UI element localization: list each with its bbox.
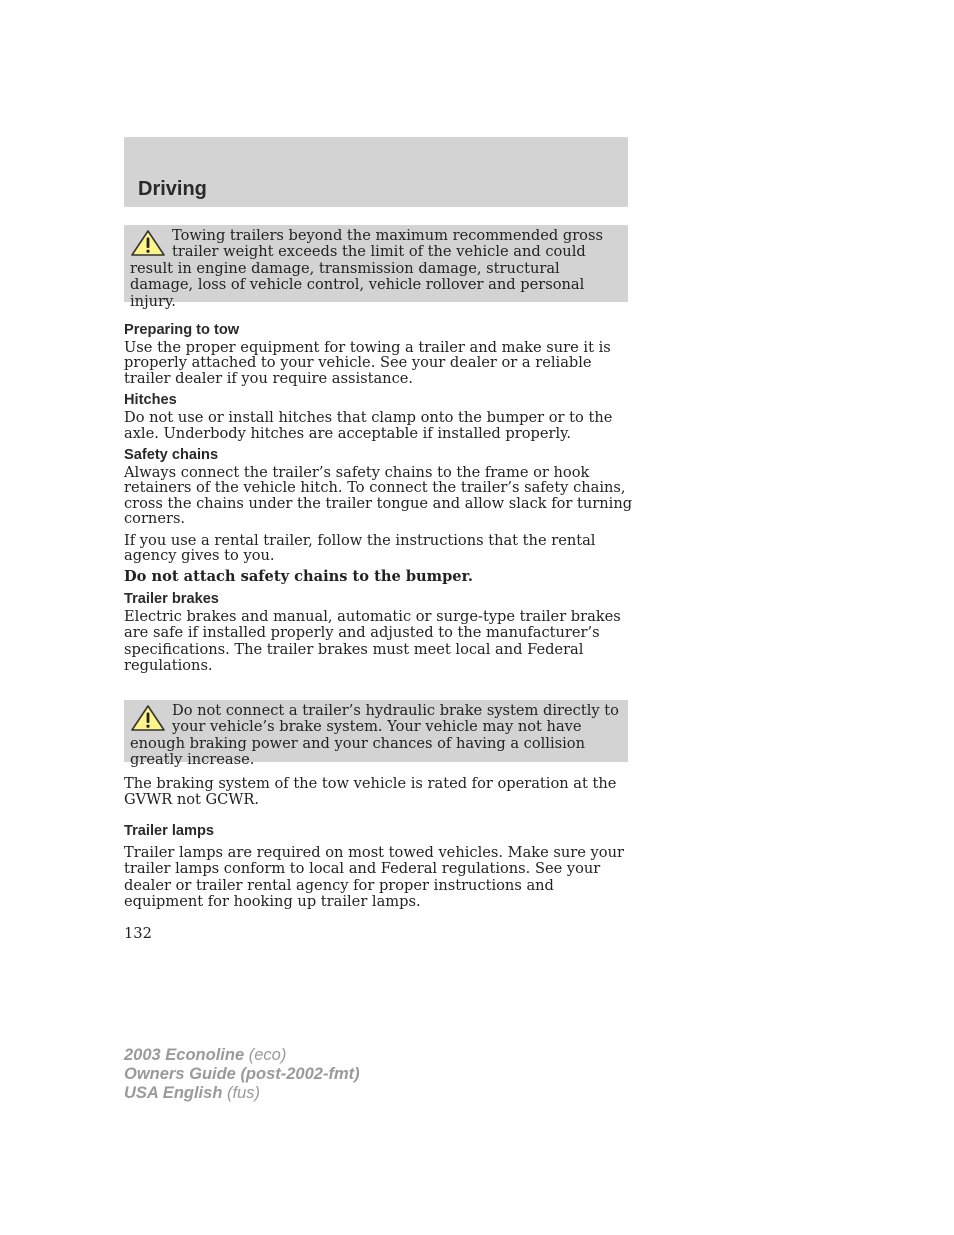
paragraph-safety-chains-1: Always connect the trailer’s safety chains to the frame or hook retainers of the vehicle hitch. To connect the trailer’s safety chains, cross the chains under the trailer tongue and allow slack for turning corners. bbox=[124, 464, 633, 528]
warning-triangle-icon bbox=[130, 229, 166, 257]
warning-box-brakes bbox=[124, 700, 628, 769]
paragraph-trailer-brakes-2: The braking system of the tow vehicle is rated for operation at the GVWR not GCWR. bbox=[124, 775, 617, 809]
footer-model: 2003 Econoline bbox=[124, 1046, 245, 1064]
section-title: Driving bbox=[138, 178, 207, 200]
paragraph-safety-chains-2: If you use a rental trailer, follow the instructions that the rental agency gives to you. bbox=[124, 531, 596, 565]
page-number: 132 bbox=[124, 925, 152, 942]
warning-box-towing bbox=[124, 225, 628, 310]
footer-model-code: (eco) bbox=[248, 1046, 287, 1064]
footer-line-guide: Owners Guide (post-2002-fmt) bbox=[124, 1065, 360, 1083]
footer-line-language bbox=[124, 1084, 360, 1103]
heading-trailer-brakes: Trailer brakes bbox=[124, 590, 219, 607]
paragraph-trailer-lamps: Trailer lamps are required on most towed vehicles. Make sure your trailer lamps conform to local and Federal regulations. See your dealer or trailer rental agency for proper instructions and equipment for hooking up trailer lamps. bbox=[124, 843, 624, 911]
footer-language-code: (fus) bbox=[227, 1084, 260, 1102]
footer-line-model bbox=[124, 1046, 360, 1065]
main-content-lower bbox=[124, 776, 634, 916]
heading-safety-chains: Safety chains bbox=[124, 447, 219, 464]
section-header-band bbox=[124, 137, 628, 207]
document-footer bbox=[124, 1046, 360, 1103]
heading-trailer-lamps: Trailer lamps bbox=[124, 822, 215, 839]
heading-preparing-to-tow: Preparing to tow bbox=[124, 322, 240, 338]
paragraph-safety-chains-bumper: Do not attach safety chains to the bumper. bbox=[124, 568, 473, 586]
warning-text-towing: Towing trailers beyond the maximum recommended gross trailer weight exceeds the limit of the vehicle and could result in engine damage, transmission damage, structural damage, loss of vehicle control, vehicle rollover and personal injury. bbox=[130, 227, 603, 310]
main-content bbox=[124, 322, 634, 681]
heading-hitches: Hitches bbox=[124, 392, 177, 409]
paragraph-trailer-brakes-1: Electric brakes and manual, automatic or surge-type trailer brakes are safe if installed properly and adjusted to the manufacturer’s specifications. The trailer brakes must meet local and Federal regulations. bbox=[124, 607, 621, 675]
warning-triangle-icon bbox=[130, 704, 166, 732]
warning-text-brakes: Do not connect a trailer’s hydraulic brake system directly to your vehicle’s brake system. Your vehicle may not have enough braking power and your chances of having a collision greatly increase. bbox=[130, 702, 619, 769]
paragraph-hitches: Do not use or install hitches that clamp onto the bumper or to the axle. Underbody hitches are acceptable if installed properly. bbox=[124, 409, 613, 442]
paragraph-preparing-to-tow: Use the proper equipment for towing a trailer and make sure it is properly attached to your vehicle. See your dealer or a reliable trailer dealer if you require assistance. bbox=[124, 339, 611, 387]
footer-language: USA English bbox=[124, 1084, 223, 1102]
